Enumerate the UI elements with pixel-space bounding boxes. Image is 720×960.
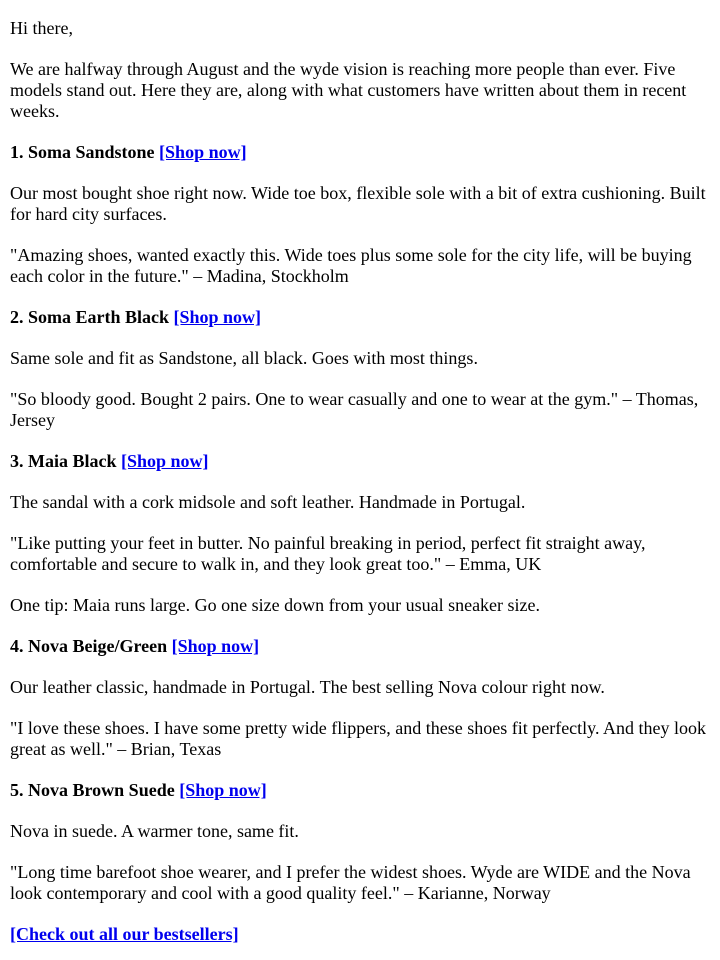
product-description: Nova in suede. A warmer tone, same fit. — [10, 821, 299, 841]
product-heading — [10, 307, 710, 328]
customer-review: "Long time barefoot shoe wearer, and I prefer the widest shoes. Wyde are WIDE and the Nova look contemporary and cool with a good quality feel." – Karianne, Norway — [10, 862, 691, 903]
shop-now-link[interactable]: [Shop now] — [171, 636, 260, 656]
product-title: 4. Nova Beige/Green — [10, 636, 168, 656]
greeting: Hi there, — [10, 18, 73, 38]
shop-now-link[interactable]: [Shop now] — [179, 780, 267, 800]
bestsellers-link[interactable]: [Check out all our bestsellers] — [10, 924, 239, 944]
cta-paragraph — [10, 924, 710, 945]
product-title: 2. Soma Earth Black — [10, 307, 170, 327]
customer-review: "Like putting your feet in butter. No painful breaking in period, perfect fit straight away, comfortable and secure to walk in, and they look great too." – Emma, UK — [10, 533, 646, 574]
product-title: 5. Nova Brown Suede — [10, 780, 175, 800]
product-description: Our most bought shoe right now. Wide toe box, flexible sole with a bit of extra cushioning. Built for hard city surfaces. — [10, 183, 706, 224]
product-heading — [10, 636, 710, 657]
sizing-tip: One tip: Maia runs large. Go one size down from your usual sneaker size. — [10, 595, 541, 615]
product-title: 3. Maia Black — [10, 451, 117, 471]
product-description: Our leather classic, handmade in Portugal. The best selling Nova colour right now. — [10, 677, 605, 697]
customer-review: "Amazing shoes, wanted exactly this. Wide toes plus some sole for the city life, will be buying each color in the future." – Madina, Stockholm — [10, 245, 692, 286]
shop-now-link[interactable]: [Shop now] — [159, 142, 247, 162]
intro-paragraph: We are halfway through August and the wyde vision is reaching more people than ever. Five models stand out. Here they are, along with what customers have written about them in recent weeks. — [10, 59, 687, 121]
product-title: 1. Soma Sandstone — [10, 142, 155, 162]
product-description: The sandal with a cork midsole and soft leather. Handmade in Portugal. — [10, 492, 526, 512]
product-description: Same sole and fit as Sandstone, all black. Goes with most things. — [10, 348, 478, 368]
customer-review: "So bloody good. Bought 2 pairs. One to wear casually and one to wear at the gym." – Thomas, Jersey — [10, 389, 699, 430]
shop-now-link[interactable]: [Shop now] — [173, 307, 262, 327]
product-heading — [10, 142, 710, 163]
product-heading — [10, 780, 710, 801]
customer-review: "I love these shoes. I have some pretty wide flippers, and these shoes fit perfectly. And they look great as well." – Brian, Texas — [10, 718, 706, 759]
shop-now-link[interactable]: [Shop now] — [121, 451, 209, 471]
product-heading — [10, 451, 710, 472]
